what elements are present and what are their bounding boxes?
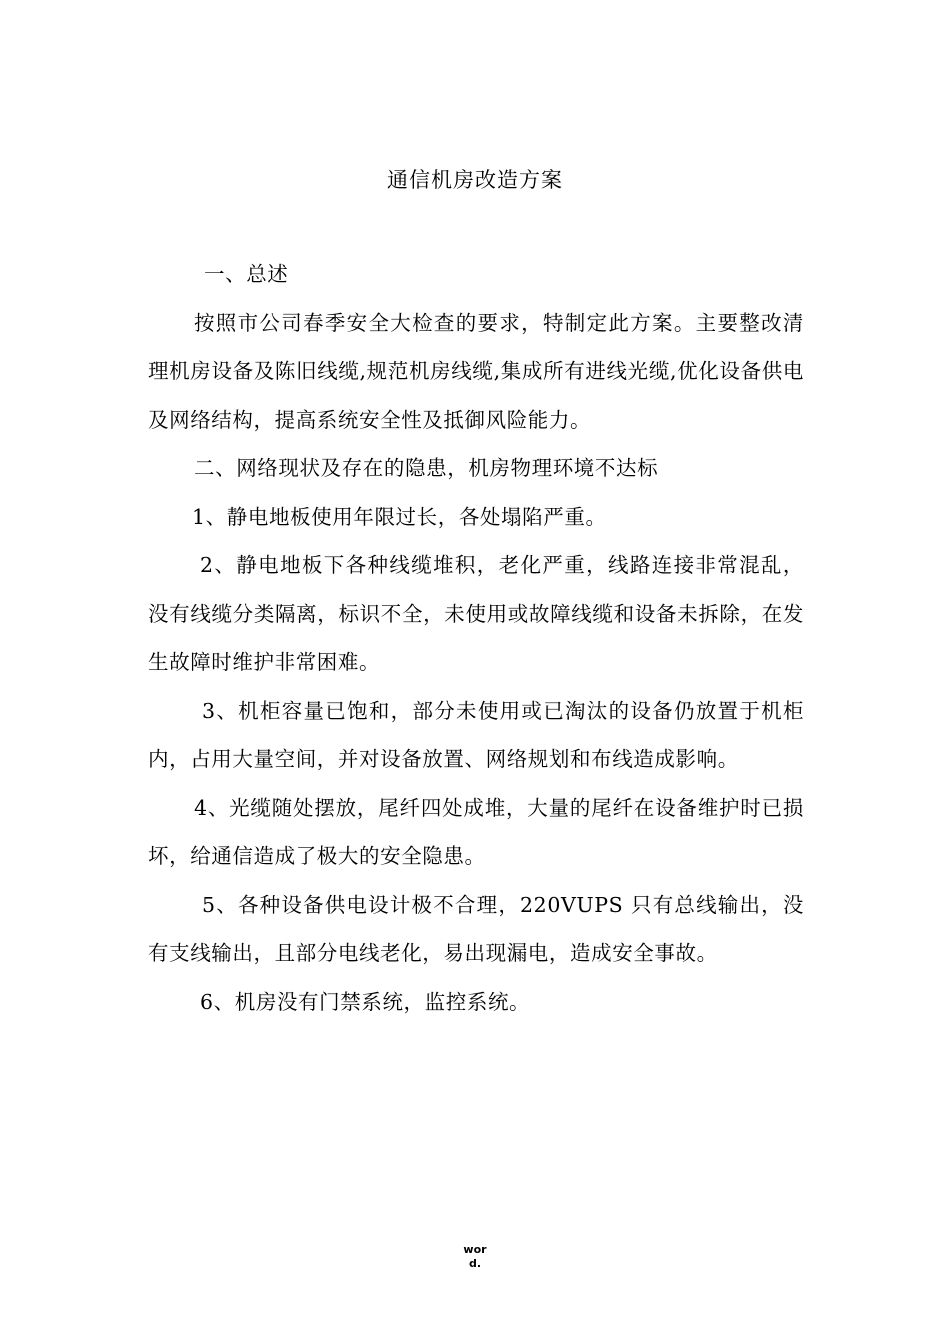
list-item-2: 2、静电地板下各种线缆堆积，老化严重，线路连接非常混乱，没有线缆分类隔离，标识不全，未使用或故障线缆和设备未拆除，在发生故障时维护非常困难。 xyxy=(148,553,804,674)
document-body xyxy=(148,250,804,1026)
list-item-3: 3、机柜容量已饱和，部分未使用或已淘汰的设备仍放置于机柜内，占用大量空间，并对设备放置、网络规划和布线造成影响。 xyxy=(148,698,804,771)
section-heading-overview: 一、总述 xyxy=(204,262,289,286)
paragraph-overview: 按照市公司春季安全大检查的要求，特制定此方案。主要整改清理机房设备及陈旧线缆,规范机房线缆,集成所有进线光缆,优化设备供电及网络结构，提高系统安全性及抵御风险能力。 xyxy=(148,310,804,432)
document-title: 通信机房改造方案 xyxy=(387,168,563,192)
list-item-6: 6、机房没有门禁系统，监控系统。 xyxy=(200,989,531,1014)
page-footer xyxy=(425,1243,525,1271)
section-heading-status: 二、网络现状及存在的隐患，机房物理环境不达标 xyxy=(194,456,659,480)
footer-line-1: wor xyxy=(463,1243,487,1256)
list-item-5: 5、各种设备供电设计极不合理，220VUPS 只有总线输出，没有支线输出，且部分电线老化，易出现漏电，造成安全事故。 xyxy=(148,892,804,965)
footer-line-2: d. xyxy=(468,1257,482,1270)
list-item-4: 4、光缆随处摆放，尾纤四处成堆，大量的尾纤在设备维护时已损坏，给通信造成了极大的安全隐患。 xyxy=(148,795,804,868)
list-item-1: 1、静电地板使用年限过长，各处塌陷严重。 xyxy=(192,504,607,529)
